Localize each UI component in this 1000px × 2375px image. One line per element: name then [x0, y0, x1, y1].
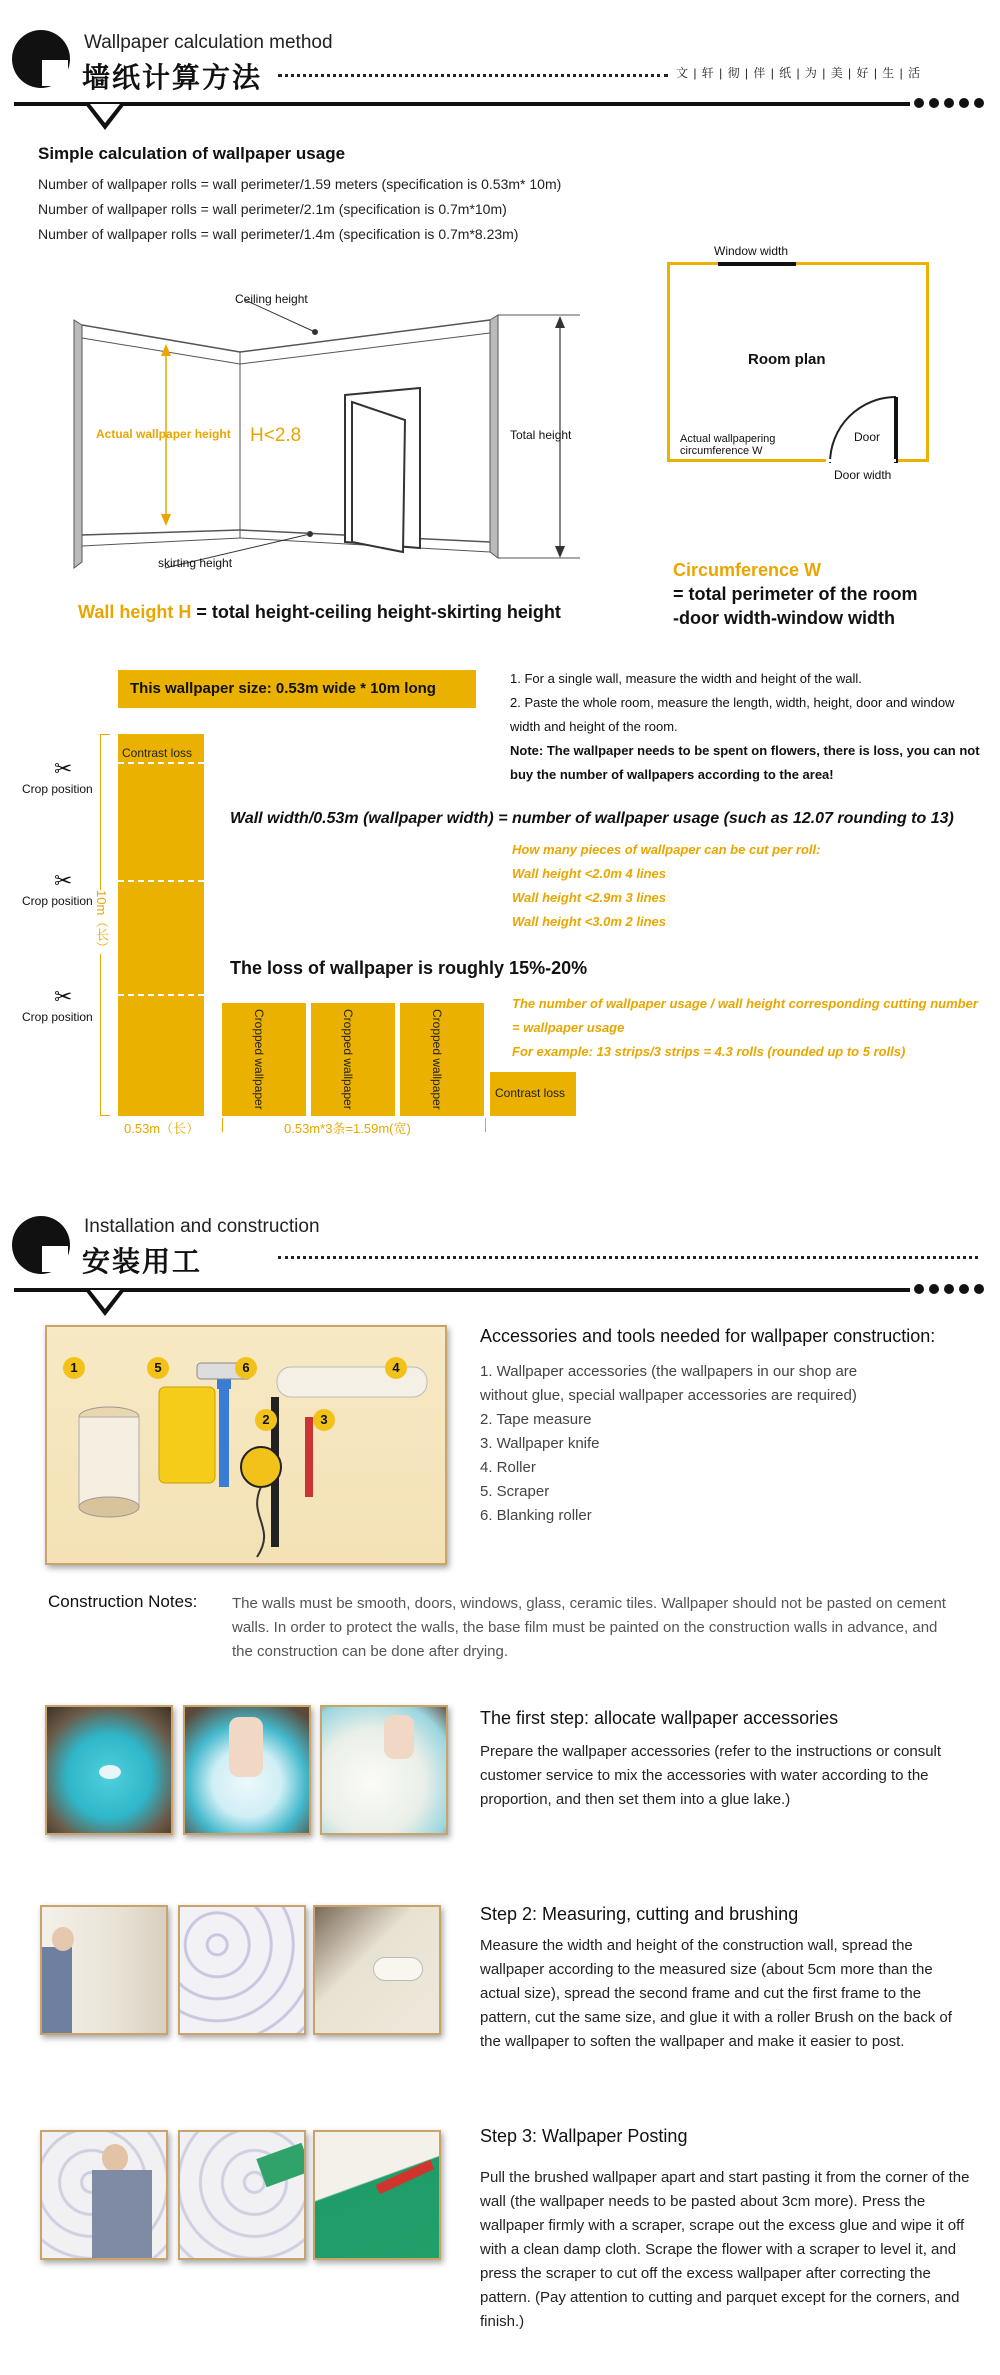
door-swing — [826, 393, 906, 463]
step3-photo-2 — [178, 2130, 306, 2260]
section-header-calculation — [0, 0, 1000, 120]
height-rule-2: Wall height <2.9m 3 lines — [512, 890, 667, 905]
roll-length-label: 10m（长） — [94, 890, 109, 955]
calc-line-2: Number of wallpaper rolls = wall perimeter/2.1m (specification is 0.7m*10m) — [38, 201, 507, 217]
skirting-height-label: skirting height — [158, 556, 233, 570]
crop-label-3: Crop position — [22, 1010, 93, 1024]
note-1: 1. For a single wall, measure the width and height of the wall. — [510, 671, 862, 686]
crop-label-2: Crop position — [22, 894, 93, 908]
tool-item-3: 3. Wallpaper knife — [480, 1435, 600, 1452]
total-height-label: Total height — [510, 428, 572, 442]
roll-contrast-loss: Contrast loss — [122, 746, 193, 760]
window-width-label: Window width — [714, 244, 789, 258]
door-label: Door — [854, 430, 881, 444]
construction-notes-text: The walls must be smooth, doors, windows, glass, ceramic tiles. Wallpaper should not be pasted on cement walls. In order to protect the walls, the base film must be painted on the construction walls in advance, and the construction can be done after drying. — [232, 1595, 946, 1660]
usage-rule-2: For example: 13 strips/3 strips = 4.3 rolls (rounded up to 5 rolls) — [512, 1044, 906, 1059]
tool-item-5: 5. Scraper — [480, 1483, 550, 1500]
scissors-icon: ✂ — [54, 868, 73, 893]
note-2: 2. Paste the whole room, measure the length, width, height, door and window width and height of the room. — [510, 695, 955, 734]
tools-heading: Accessories and tools needed for wallpaper construction: — [480, 1326, 936, 1346]
step3-photo-1 — [40, 2130, 168, 2260]
step1-title: The first step: allocate wallpaper accessories — [480, 1708, 839, 1728]
tool-item-6: 6. Blanking roller — [480, 1507, 592, 1524]
cropped-strip-3: Cropped wallpaper — [400, 1003, 484, 1116]
logo-mark — [12, 1216, 70, 1274]
ceiling-height-label: Ceiling height — [235, 292, 308, 306]
actual-height-label: Actual wallpaper height — [96, 427, 231, 441]
calc-line-3: Number of wallpaper rolls = wall perimeter/1.4m (specification is 0.7m*8.23m) — [38, 226, 519, 242]
tool-badge-3: 3 — [313, 1409, 335, 1431]
header-rule — [14, 102, 910, 106]
circumference-title: Circumference W — [673, 560, 822, 580]
room-plan-box — [667, 262, 929, 462]
calc-line-1: Number of wallpaper rolls = wall perimeter/1.59 meters (specification is 0.53m* 10m) — [38, 176, 562, 192]
door-marker — [826, 459, 896, 462]
note-warning: Note: The wallpaper needs to be spent on flowers, there is loss, you can not buy the number of wallpapers according to the area! — [510, 743, 980, 782]
wallpaper-size-text: This wallpaper size: 0.53m wide * 10m long — [130, 680, 436, 697]
cropped-strip-2: Cropped wallpaper — [311, 1003, 395, 1116]
section-title-en: Wallpaper calculation method — [84, 32, 333, 53]
formula-lead: Wall height H — [78, 602, 192, 622]
usage-rule-1: The number of wallpaper usage / wall height corresponding cutting number = wallpaper usage — [512, 996, 978, 1035]
tool-item-2: 2. Tape measure — [480, 1411, 592, 1428]
contrast-loss-block — [490, 1072, 576, 1116]
tool-badge-1: 1 — [63, 1357, 85, 1379]
tool-item-4: 4. Roller — [480, 1459, 536, 1476]
crop-label-1: Crop position — [22, 782, 93, 796]
circumference-label: Actual wallpapering circumference W — [680, 433, 776, 457]
pieces-title: How many pieces of wallpaper can be cut per roll: — [512, 842, 821, 857]
step1-body: Prepare the wallpaper accessories (refer to the instructions or consult customer service to mix the accessories with water according to the proportion, and then set them into a glue lake.) — [480, 1743, 942, 1808]
wallpaper-roll-strip — [118, 734, 204, 1116]
cropped-strip-1: Cropped wallpaper — [222, 1003, 306, 1116]
step2-photo-3 — [313, 1905, 441, 2035]
header-bullets — [914, 1284, 984, 1294]
step3-photo-3 — [313, 2130, 441, 2260]
tool-item-1: 1. Wallpaper accessories (the wallpapers in our shop are without glue, special wallpaper accessories are required) — [480, 1363, 858, 1404]
section-header-installation — [0, 1190, 1000, 1310]
header-dotted-line — [278, 1256, 978, 1259]
wall-height-formula — [78, 602, 561, 623]
roll-width-label: 0.53m（长） — [124, 1121, 200, 1136]
step3-title: Step 3: Wallpaper Posting — [480, 2126, 688, 2146]
tool-badge-5: 5 — [147, 1357, 169, 1379]
tool-badge-6: 6 — [235, 1357, 257, 1379]
wallpaper-size-box — [118, 670, 476, 708]
usage-formula: Wall width/0.53m (wallpaper width) = number of wallpaper usage (such as 12.07 rounding to 13) — [230, 810, 954, 827]
step2-title: Step 2: Measuring, cutting and brushing — [480, 1904, 799, 1924]
step2-photo-1 — [40, 1905, 168, 2035]
strips-width-label: 0.53m*3条=1.59m(宽) — [280, 1118, 415, 1137]
tool-badge-4: 4 — [385, 1357, 407, 1379]
calc-heading: Simple calculation of wallpaper usage — [38, 144, 346, 163]
height-rule-1: Wall height <2.0m 4 lines — [512, 866, 667, 881]
section-title-en: Installation and construction — [84, 1216, 320, 1237]
formula-rest: = total height-ceiling height-skirting height — [191, 602, 561, 622]
tools-photo — [45, 1325, 447, 1565]
step1-photo-2 — [183, 1705, 311, 1835]
scissors-icon: ✂ — [54, 756, 73, 781]
header-slogan: 文 | 轩 | 彻 | 伴 | 纸 | 为 | 美 | 好 | 生 | 活 — [676, 66, 922, 80]
step1-photo-1 — [45, 1705, 173, 1835]
step2-photo-2 — [178, 1905, 306, 2035]
circumference-line-2: -door width-window width — [673, 608, 895, 628]
logo-mark — [12, 30, 70, 88]
step3-body: Pull the brushed wallpaper apart and start pasting it from the corner of the wall (the wallpaper needs to be pasted about 3cm more). Press the wallpaper firmly with a scraper, scrape out the excess glue and wipe it off with a clean damp cloth. Scrape the flower with a scraper to level it, and press the scraper to cut off the excess wallpaper after correcting the pattern. (Pay attention to cutting and parquet except for the corners, and finish.) — [480, 2169, 970, 2330]
contrast-loss-2-text: Contrast loss — [495, 1086, 566, 1100]
section-title-cn: 墙纸计算方法 — [82, 62, 263, 93]
section-title-cn: 安装用工 — [82, 1246, 203, 1277]
h-limit-label: H<2.8 — [250, 425, 302, 446]
window-marker — [718, 262, 796, 266]
step1-photo-3 — [320, 1705, 448, 1835]
tools-list — [480, 1360, 900, 1528]
height-rule-3: Wall height <3.0m 2 lines — [512, 914, 667, 929]
door-width-label: Door width — [834, 468, 892, 482]
scissors-icon: ✂ — [54, 984, 73, 1009]
construction-notes-label: Construction Notes: — [48, 1592, 198, 1611]
header-rule — [14, 1288, 910, 1292]
room-plan-title: Room plan — [748, 351, 826, 368]
loss-statement: The loss of wallpaper is roughly 15%-20% — [230, 958, 588, 978]
step2-body: Measure the width and height of the construction wall, spread the wallpaper according to the measured size (about 5cm more than the actual size), spread the second frame and cut the first frame to the pattern, cut the same size, and glue it with a roller Brush on the back of the wallpaper to soften the wallpaper and make it easier to post. — [480, 1937, 952, 2050]
header-dotted-line — [278, 74, 668, 77]
tool-badge-2: 2 — [255, 1409, 277, 1431]
circumference-line-1: = total perimeter of the room — [673, 584, 918, 604]
header-bullets — [914, 98, 984, 108]
